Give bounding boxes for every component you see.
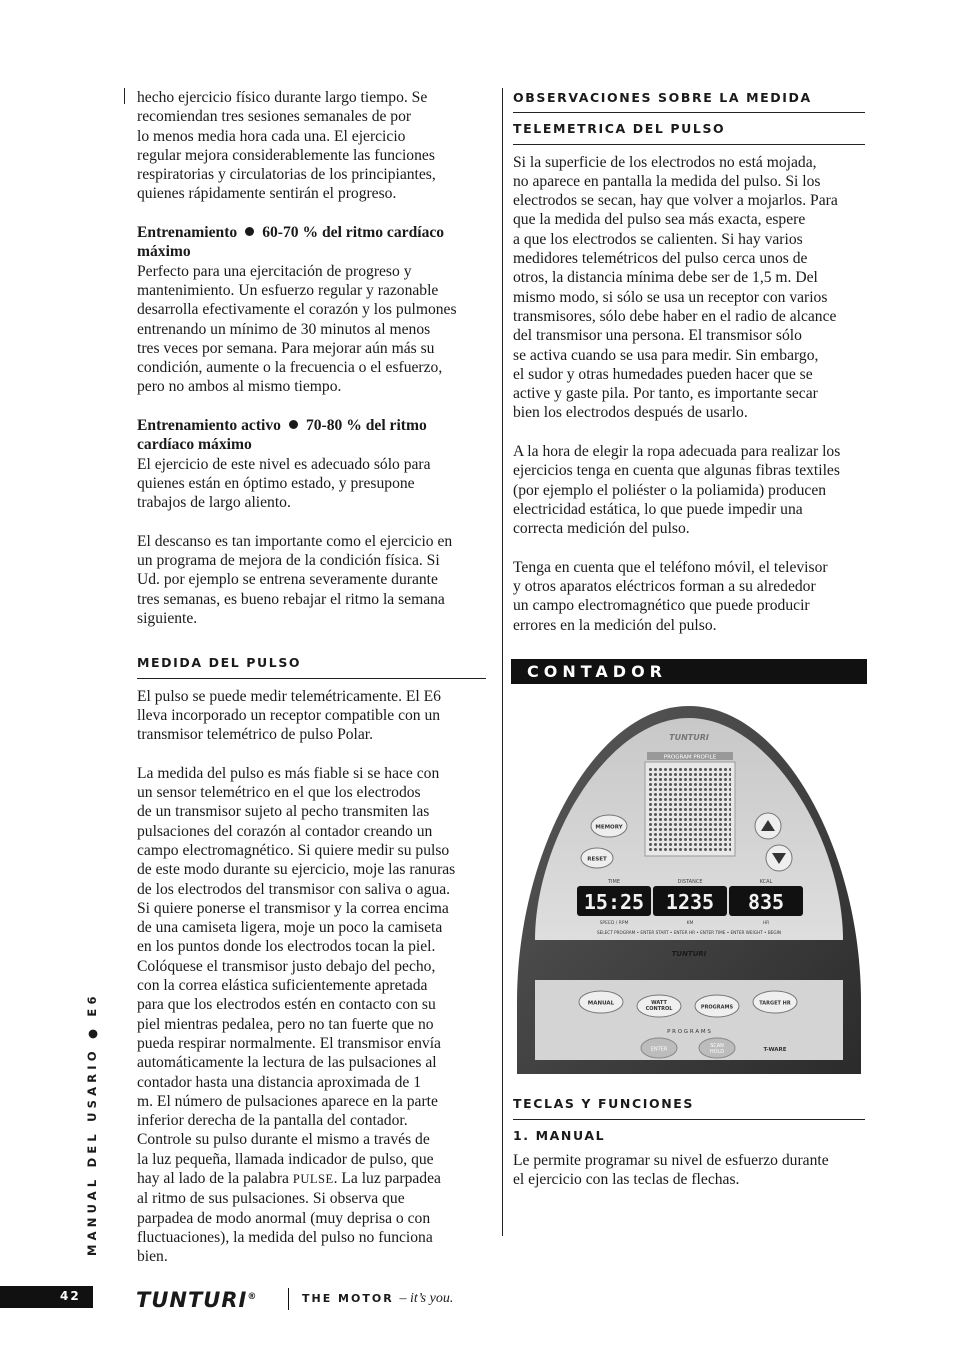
- rest-paragraph: El descanso es tan importante como el ejercicio en un programa de mejora de la condición física. Si Ud. por ejemplo se entrena severamente durante tres semanas, es bueno rebajar el ritmo la semana siguiente.: [137, 532, 453, 628]
- right-column: [513, 88, 865, 1190]
- svg-text:CONTROL: CONTROL: [645, 1006, 673, 1013]
- intro-paragraph: hecho ejercicio físico durante largo tiempo. Se recomiendan tres sesiones semanales de por lo menos media hora cada una. El ejercicio regular mejora considerablemente las funciones respiratorias y circulatorias de los principiantes, quienes rápidamente sentirán el progreso.: [137, 89, 436, 203]
- side-running-label: MANUAL DEL USARIO ● E6: [85, 992, 99, 1256]
- svg-text:KCAL: KCAL: [759, 879, 773, 886]
- column-divider: [502, 88, 503, 1236]
- svg-text:DISTANCE: DISTANCE: [677, 879, 703, 886]
- tware-logo: T-WARE: [763, 1047, 787, 1054]
- medida-paragraph-2: La medida del pulso es más fiable si se hace con un sensor telemétrico en el que los electrodos de un transmisor sujeto al pecho transmiten las pulsaciones del corazón al contador creando un campo electromagnético. Si quiere medir su pulso de este modo durante su ejercicio, moje las ranuras de los electrodos del transmisor con saliva o agua. Si quiere ponerse el transmisor y la correa encima de una camiseta ligera, moje un poco la camiseta en los puntos donde los electrodos tocan la piel. Colóquese el transmisor justo debajo del pecho, con la correa elástica suficientemente apretada para que los electrodos estén en contacto con su piel mientras pedalea, pero no tan fuerte que no pueda respirar normalmente. El transmisor envía automáticamente la lectura de las pulsaciones al contador hasta una distancia aproximada de 1 m. El número de pulsaciones aparece en la parte inferior derecha de la pantalla del contador. Controle su pulso durante el mismo a través de la luz pequeña, llamada indicador de pulso, que hay al lado de la palabra PULSE. La luz parpadea al ritmo de sus pulsaciones. Si observa que parpadea de modo anormal (muy deprisa o con fluctuaciones), la medida del pulso no funciona bien.: [137, 764, 456, 1266]
- svg-text:WATT: WATT: [651, 1000, 667, 1007]
- svg-text:KM: KM: [686, 921, 694, 927]
- svg-text:HOLD: HOLD: [709, 1049, 725, 1056]
- page-number: 42: [60, 1289, 81, 1303]
- svg-text:TIME: TIME: [607, 879, 621, 886]
- svg-text:SCAN: SCAN: [710, 1043, 724, 1050]
- subsection-manual: 1. MANUAL: [513, 1127, 606, 1143]
- programs-row-label: P R O G R A M S: [667, 1029, 711, 1036]
- console-lower-panel: [535, 980, 843, 1060]
- display-distance-value: 1235: [665, 890, 715, 915]
- medida-paragraph-1: El pulso se puede medir telemétricamente. El E6 lleva incorporado un receptor compatible con un transmisor telemétrico de pulso Polar.: [137, 687, 441, 744]
- section-title-telemetrica: TELEMETRICA DEL PULSO: [513, 119, 865, 144]
- obs-paragraph-3: Tenga en cuenta que el teléfono móvil, el televisor y otros aparatos eléctricos forman a su alrededor un campo electromagnético que puede producir errores en la medición del pulso.: [513, 558, 828, 634]
- obs-paragraph-1: Si la superficie de los electrodos no está mojada, no aparece en pantalla la medida del pulso. Si los electrodos se secan, hay que volver a mojarlos. Para que la medida del pulso sea más exacta, espere a que los electrodos se calienten. Si hay varios medidores telemétricos del pulso cerca unos de otros, la distancia mínima debe ser de 1,5 m. Del mismo modo, si sólo se usa un receptor con varios transmisores, sólo debe haber en el radio de alcance del transmisor una persona. El transmisor sólo se activa cuando se usa para medir. Sin embargo, el sudor y otras humedades pueden hacer que se active y gaste pila. Por tanto, es importante secar bien los electrodos después de usarlo.: [513, 153, 838, 422]
- svg-text:SPEED / RPM: SPEED / RPM: [599, 921, 629, 927]
- training-active: Entrenamiento activo 70-80 % del ritmo cardíaco máximo El ejercicio de este nivel es adecuado sólo para quienes están en óptimo estado, y presupone trabajos de largo aliento.: [137, 416, 489, 512]
- tunturi-logo: TUNTURI®: [136, 1288, 258, 1312]
- section-title-observaciones: OBSERVACIONES SOBRE LA MEDIDA: [513, 88, 865, 113]
- training-basic-heading: Entrenamiento 60-70 % del ritmo cardíaco: [137, 224, 445, 242]
- svg-text:ENTER: ENTER: [650, 1046, 668, 1053]
- svg-text:RESET: RESET: [587, 856, 607, 863]
- left-rule: [124, 88, 125, 104]
- program-profile-label: PROGRAM PROFILE: [663, 754, 717, 761]
- obs-paragraph-2: A la hora de elegir la ropa adecuada para realizar los ejercicios tenga en cuenta que algunas fibras textiles (por ejemplo el poliéster o la poliamida) producen electricidad estática, lo que puede impedir una correcta medición del pulso.: [513, 443, 841, 538]
- section-title-teclas: TECLAS Y FUNCIONES: [513, 1094, 865, 1119]
- manual-paragraph: Le permite programar su nivel de esfuerzo durante el ejercicio con las teclas de flechas.: [513, 1151, 829, 1189]
- footer-divider: [288, 1288, 289, 1310]
- svg-text:TUNTURI: TUNTURI: [671, 950, 707, 959]
- left-column: [137, 88, 489, 1267]
- page-number-box: [0, 1286, 93, 1308]
- console-illustration: [513, 702, 865, 1074]
- program-sequence: SELECT PROGRAM • ENTER START • ENTER HR • ENTER TIME • ENTER WEIGHT • BEGIN: [597, 930, 781, 936]
- training-active-heading: Entrenamiento activo 70-80 % del ritmo: [137, 417, 427, 435]
- svg-text:HR: HR: [762, 921, 770, 927]
- display-kcal-value: 835: [747, 890, 785, 915]
- bullet-icon: [289, 420, 298, 429]
- bullet-icon: [245, 227, 254, 236]
- training-basic: Entrenamiento 60-70 % del ritmo cardíaco máximo Perfecto para una ejercitación de progreso y mantenimiento. Un esfuerzo regular y razonable desarrolla efectivamente el corazón y los pulmones entrenando un mínimo de 30 minutos al menos tres veces por semana. Para mejorar aún más su condición, aumente o la frecuencia o el esfuerzo, pero no ambos al mismo tiempo.: [137, 223, 489, 397]
- display-time-value: 15:25: [583, 890, 645, 915]
- svg-text:MANUAL: MANUAL: [587, 1000, 615, 1007]
- svg-text:PROGRAMS: PROGRAMS: [700, 1004, 734, 1011]
- section-bar-contador: CONTADOR: [511, 659, 867, 684]
- section-title-medida: MEDIDA DEL PULSO: [137, 653, 486, 678]
- pulse-word: PULSE: [292, 1172, 334, 1187]
- svg-text:TARGET HR: TARGET HR: [759, 1000, 791, 1007]
- svg-text:MEMORY: MEMORY: [595, 824, 623, 831]
- footer-tagline: THE MOTOR – it’s you.: [302, 1291, 454, 1306]
- console-brand: TUNTURI: [669, 733, 709, 743]
